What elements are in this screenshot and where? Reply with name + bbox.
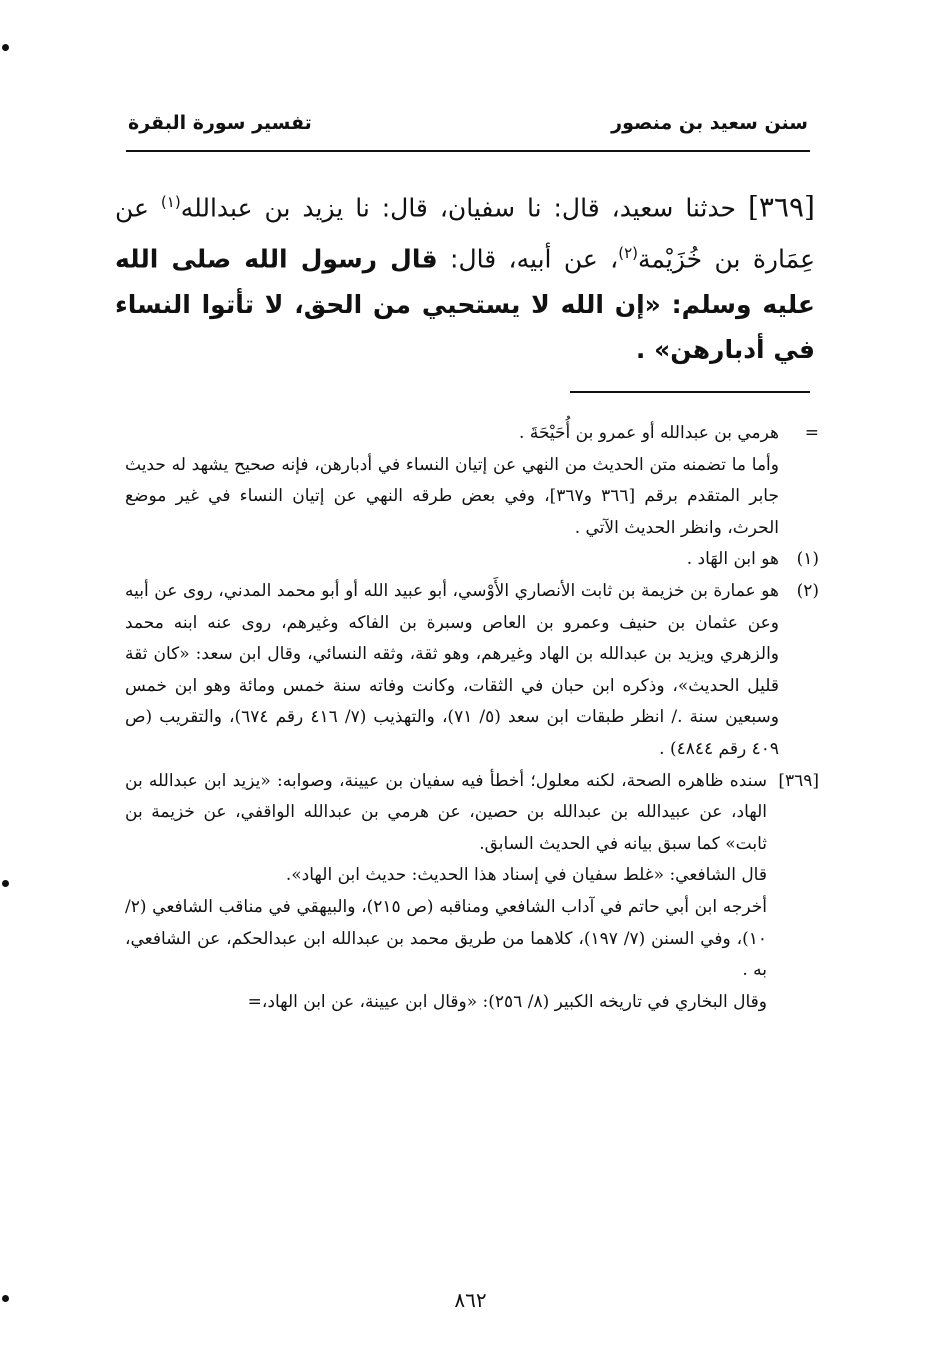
hadith-isnad-part3: ، عن أبيه، قال: <box>437 244 619 274</box>
footnote-paragraph: وأما ما تضمنه متن الحديث من النهي عن إتيان النساء في أدبارهن، فإنه صحيح يشهد له حديث جابر المتقدم برقم [٣٦٦ و٣٦٧]، وفي بعض طرقه النهي عن إتيان النساء في غير موضع الحرث، وانظر الحديث الآتي . <box>125 454 779 538</box>
running-header <box>128 112 808 146</box>
footnote-1 <box>125 544 819 576</box>
takhrij-paragraph: أخرجه ابن أبي حاتم في آداب الشافعي ومناقبه (ص ٢١٥)، والبيهقي في مناقب الشافعي (٢/ ١٠)، وفي السنن (٧/ ١٩٧)، كلاهما من طريق محمد بن عبدالله ابن عبدالحكم، عن الشافعي، به . <box>125 896 767 981</box>
footnote-369 <box>125 766 819 861</box>
footnote-ref-1: (١) <box>160 193 181 211</box>
hadith-number: [٣٦٩] <box>747 190 815 224</box>
footnote-1-text: هو ابن الهَاد . <box>686 549 779 570</box>
footnote-ref-2: (٢) <box>618 243 639 262</box>
footnote-2-mark: (٢) <box>796 580 819 601</box>
hadith-matn: قال رسول الله صلى الله عليه وسلم: «إن الله لا يستحيي من الحق، لا تأتوا النساء في أدبارهن» . <box>115 244 815 365</box>
continuation-text: هرمي بن عبدالله أو عمرو بن أُحَيْحَةَ . <box>519 423 779 443</box>
footnote-1-mark: (١) <box>796 549 819 570</box>
page-number: ٨٦٢ <box>454 1288 487 1312</box>
book-title: سنن سعيد بن منصور <box>611 112 808 134</box>
bukhari-line: وقال البخاري في تاريخه الكبير (٨/ ٢٥٦): «وقال ابن عيينة، عن ابن الهاد،= <box>247 991 767 1012</box>
footnotes <box>125 418 819 1018</box>
section-title: تفسير سورة البقرة <box>128 112 312 134</box>
continuation-mark: = <box>804 423 819 443</box>
footnotes-divider <box>570 391 810 393</box>
hadith-isnad-part2: عن عِمَارة بن خُزَيْمة <box>115 193 815 274</box>
footnote-2 <box>125 576 819 766</box>
shafii-quote: قال الشافعي: «غلط سفيان في إسناد هذا الحديث: حديث ابن الهاد». <box>285 865 767 886</box>
footnote-2-text: هو عمارة بن خزيمة بن ثابت الأنصاري الأَوْسي، أبو عبيد الله أو أبو محمد المدني، روى عن أبيه وعن عثمان بن حنيف وعمرو بن العاص وسبرة بن الفاكه وغيرهم، روى عنه ابنه محمد والزهري ويزيد بن عبدالله بن الهاد وغيرهم، وهو ثقة، وثقه النسائي، وقال ابن سعد: «كان ثقة قليل الحديث»، وذكره ابن حبان في الثقات، وكانت وفاته سنة خمس ومائة وهو ابن خمس وسبعين سنة ./ انظر طبقات ابن سعد (٥/ ٧١)، والتهذيب (٧/ ٤١٦ رقم ٦٧٤)، والتقريب (ص ٤٠٩ رقم ٤٨٤٤) . <box>125 580 779 759</box>
hadith-isnad-part1: حدثنا سعيد، قال: نا سفيان، قال: نا يزيد بن عبدالله <box>180 193 737 223</box>
header-divider <box>126 150 810 152</box>
footnote-continuation <box>125 418 819 450</box>
footnote-369-text: سنده ظاهره الصحة، لكنه معلول؛ أخطأ فيه سفيان بن عيينة، وصوابه: «يزيد ابن عبدالله بن الهاد، عن عبيدالله بن عبدالله بن حصين، عن هرمي بن عبدالله الواقفي، عن خزيمة بن ثابت» كما سبق بيانه في الحديث السابق. <box>125 770 767 854</box>
scan-speck <box>2 44 9 51</box>
hadith-text <box>115 180 815 373</box>
footnote-369-mark: [٣٦٩] <box>778 770 819 791</box>
scan-speck <box>2 880 9 887</box>
